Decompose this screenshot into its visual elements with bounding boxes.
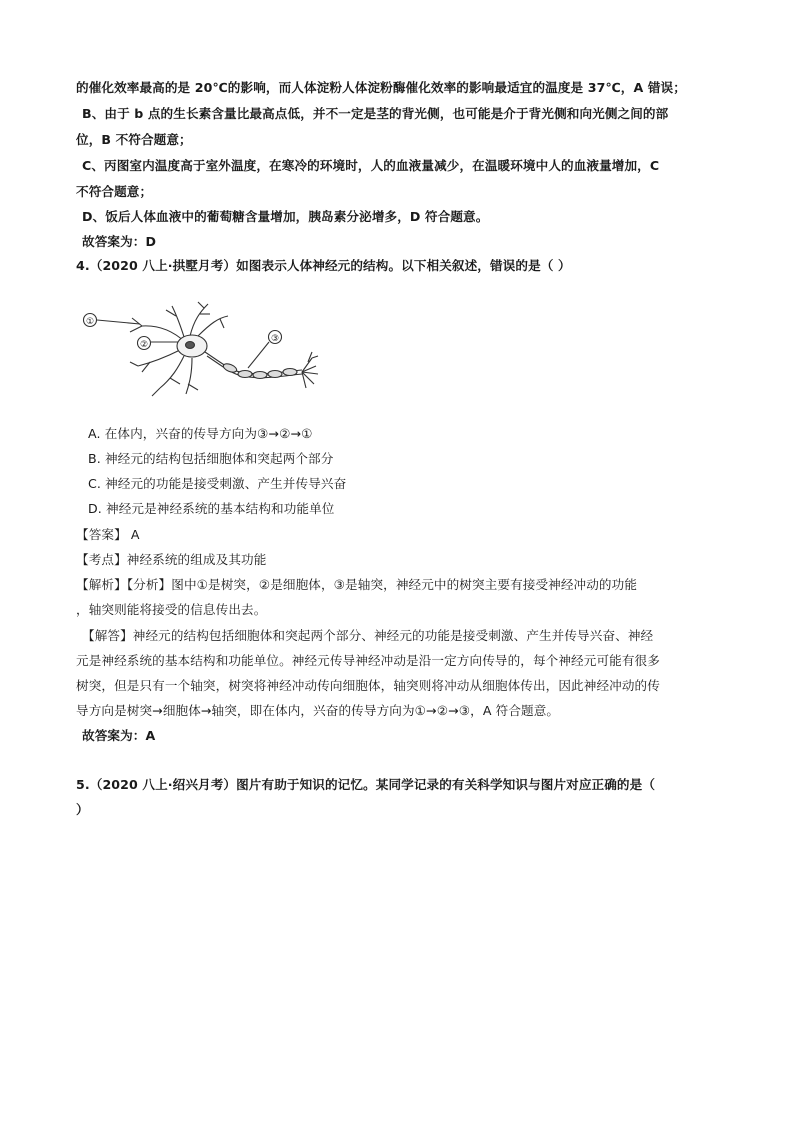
neuron-figure (80, 300, 330, 410)
option-d: D. 神经元是神经系统的基本结构和功能单位 (88, 501, 335, 516)
option-c: C. 神经元的功能是接受刺激、产生并传导兴奋 (88, 476, 347, 491)
solution-line-1: 【解答】神经元的结构包括细胞体和突起两个部分、神经元的功能是接受刺激、产生并传导兴奋、神经 (82, 628, 654, 643)
question-5-stem-line-2: ） (76, 802, 89, 817)
label-3: ③ (270, 334, 280, 344)
label-1: ① (85, 317, 95, 327)
option-b: B. 神经元的结构包括细胞体和突起两个部分 (88, 451, 334, 466)
option-a: A. 在体内，兴奋的传导方向为③→②→① (88, 426, 313, 441)
kaodian-line: 【考点】神经系统的组成及其功能 (76, 552, 267, 567)
prev-solution-line-4: C、丙图室内温度高于室外温度，在寒冷的环境时，人的血液量减少，在温暖环境中人的血液量增加，C (82, 158, 660, 173)
prev-solution-line-1: 的催化效率最高的是 20℃的影响，而人体淀粉人体淀粉酶催化效率的影响最适宜的温度是 37℃，A 错误； (76, 80, 686, 95)
solution-line-4: 导方向是树突→细胞体→轴突，即在体内，兴奋的传导方向为①→②→③，A 符合题意。 (76, 703, 560, 718)
prev-solution-answer: 故答案为：D (82, 234, 157, 249)
analysis-line-1: 【解析】【分析】图中①是树突，②是细胞体，③是轴突，神经元中的树突主要有接受神经冲动的功能 (76, 577, 638, 592)
label-2: ② (139, 340, 149, 350)
solution-line-3: 树突，但是只有一个轴突，树突将神经冲动传向细胞体，轴突则将冲动从细胞体传出，因此神经冲动的传 (76, 678, 660, 693)
question-5-stem-line-1: 5.（2020 八上·绍兴月考）图片有助于知识的记忆。某同学记录的有关科学知识与图片对应正确的是（ (76, 777, 656, 792)
neuron-diagram (80, 300, 330, 410)
solution-line-2: 元是神经系统的基本结构和功能单位。神经元传导神经冲动是沿一定方向传导的，每个神经元可能有很多 (76, 653, 660, 668)
prev-solution-line-3: 位，B 不符合题意； (76, 132, 192, 147)
prev-solution-line-5: 不符合题意； (76, 184, 153, 199)
question-4-stem: 4.（2020 八上·拱墅月考）如图表示人体神经元的结构。以下相关叙述，错误的是（ ） (76, 258, 571, 273)
prev-solution-line-6: D、饭后人体血液中的葡萄糖含量增加，胰岛素分泌增多，D 符合题意。 (82, 209, 489, 224)
answer-line: 【答案】 A (76, 527, 140, 542)
final-answer: 故答案为：A (82, 728, 156, 743)
analysis-line-2: ，轴突则能将接受的信息传出去。 (76, 602, 267, 617)
prev-solution-line-2: B、由于 b 点的生长素含量比最高点低，并不一定是茎的背光侧，也可能是介于背光侧和向光侧之间的部 (82, 106, 669, 121)
